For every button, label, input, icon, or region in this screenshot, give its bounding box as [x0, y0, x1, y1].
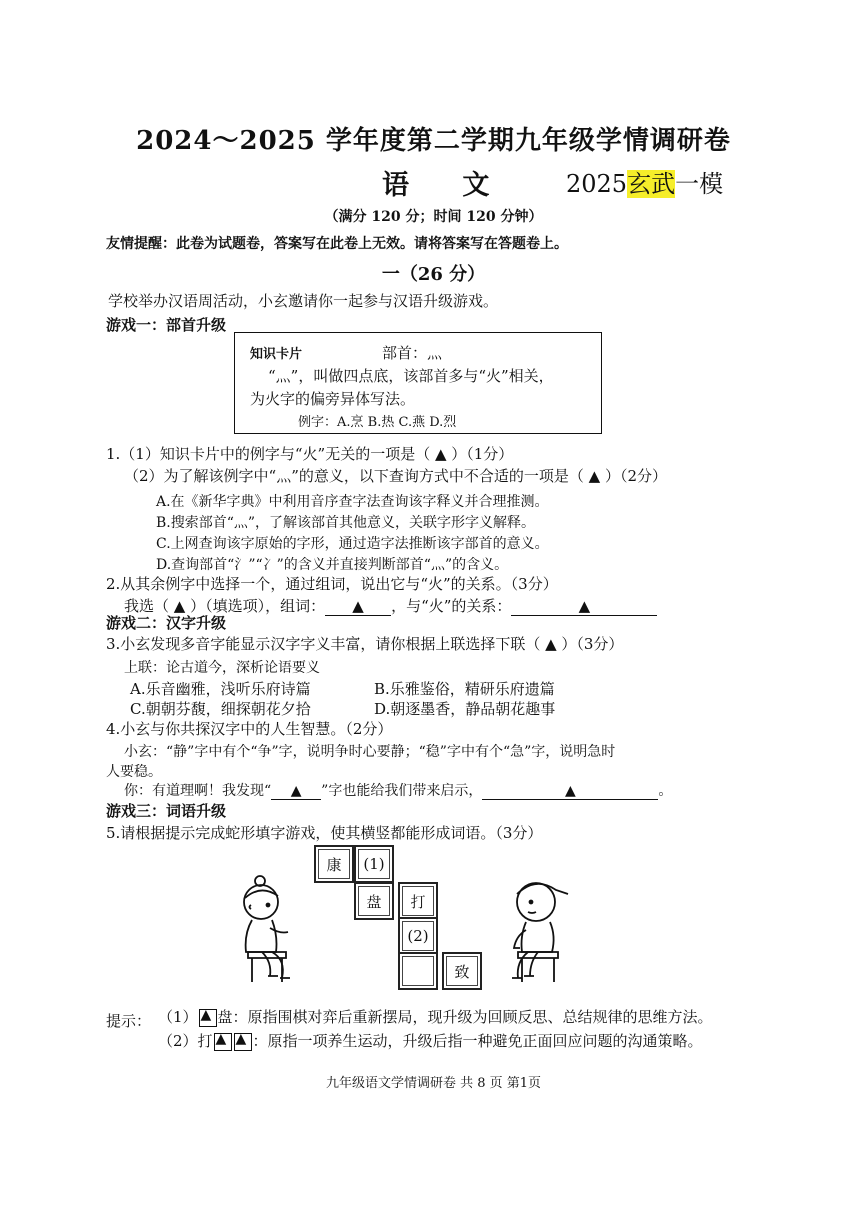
- page-footer: 九年级语文学情调研卷 共 8 页 第1页: [325, 1076, 542, 1091]
- q2-blank-word[interactable]: ▲: [325, 597, 391, 616]
- q3-couplet: 上联：论古道今，深析论语要义: [124, 660, 320, 676]
- hint-1: [158, 1006, 713, 1027]
- boy-figure-illustration: [502, 872, 576, 984]
- q1-part1: 1.（1）知识卡片中的例字与“火”无关的一项是（ ▲ ）（1分）: [106, 445, 514, 463]
- game1-heading: 游戏一：部首升级: [106, 316, 227, 334]
- q4-blank-char[interactable]: ▲: [271, 783, 321, 800]
- hint-label: 提示：: [106, 1012, 152, 1030]
- exam-tag: [566, 164, 723, 199]
- exam-title: 2024～2025 学年度第二学期九年级学情调研卷: [136, 126, 731, 156]
- q3-option-a: A.乐音幽雅，浅听乐府诗篇: [130, 680, 311, 698]
- card-line1: “灬”，叫做四点底，该部首多与“火”相关，: [268, 367, 554, 385]
- q1-option-a: A.在《新华字典》中利用音序查字法查询该字释义并合理推测。: [156, 494, 549, 510]
- q4-blank-insight[interactable]: ▲: [482, 783, 658, 800]
- grid-cell-blank-3[interactable]: [398, 952, 438, 990]
- intro: 学校举办汉语周活动，小玄邀请你一起参与汉语升级游戏。: [108, 292, 499, 310]
- girl-figure-illustration: [232, 872, 304, 984]
- hint2-text: ：原指一项养生运动，升级后指一种避免正面回应问题的沟通策略。: [252, 1032, 703, 1050]
- q4-reply: [124, 780, 672, 800]
- q4-dialog-line2: 人要稳。: [106, 764, 162, 780]
- card-radical: 部首：灬: [382, 344, 443, 362]
- grid-cell-blank-1[interactable]: (1): [354, 845, 394, 883]
- q4-dialog-line1: 小玄：“静”字中有个“争”字，说明争时心要静；“稳”字中有个“急”字，说明急时: [124, 744, 616, 760]
- game3-heading: 游戏三：词语升级: [106, 802, 227, 820]
- q5-stem: 5.请根据提示完成蛇形填字游戏，使其横竖都能形成词语。（3分）: [106, 824, 543, 842]
- q4-stem: 4.小玄与你共探汉字中的人生智慧。（2分）: [106, 720, 393, 738]
- q2-stem: 2.从其余例字中选择一个，通过组词，说出它与“火”的关系。（3分）: [106, 575, 558, 593]
- q3-option-b: B.乐雅鉴俗，精研乐府遗篇: [374, 680, 555, 698]
- q1-option-b: B.搜索部首“灬”，了解该部首其他意义，关联字形字义解释。: [156, 515, 536, 531]
- grid-cell-kang: 康: [314, 845, 354, 883]
- grid-cell-pan: 盘: [354, 882, 394, 920]
- notice: 友情提醒：此卷为试题卷，答案写在此卷上无效。请将答案写在答题卷上。: [106, 236, 568, 252]
- q3-option-c: C.朝朝芬馥，细探朝花夕拾: [130, 700, 311, 718]
- q1-option-c: C.上网查询该字原始的字形，通过造字法推断该字部首的意义。: [156, 536, 549, 552]
- game2-heading: 游戏二：汉字升级: [106, 614, 227, 632]
- q4-reply-a: 你：有道理啊！我发现“: [124, 783, 272, 799]
- subject-title: 语 文: [382, 170, 512, 201]
- tag-prefix: 2025: [566, 170, 628, 198]
- q4-reply-end: 。: [658, 783, 673, 799]
- card-examples: 例字：A.烹 B.热 C.燕 D.烈: [298, 415, 457, 430]
- grid-cell-blank-2[interactable]: (2): [398, 917, 438, 955]
- score-time: （满分 120 分；时间 120 分钟）: [324, 209, 543, 225]
- card-title: 知识卡片: [250, 347, 303, 362]
- hint2-prefix: （2）打: [158, 1032, 213, 1050]
- tag-highlight: 玄武: [627, 170, 676, 198]
- section-heading: 一（26 分）: [381, 264, 486, 285]
- q2-line-a: 我选（ ▲ ）（填选项），组词：: [124, 597, 326, 615]
- hint2-answer-box-icon-2[interactable]: [234, 1033, 252, 1051]
- q4-reply-b: ”字也能给我们带来启示，: [321, 783, 483, 799]
- hint1-text: 盘：原指围棋对弈后重新摆局，现升级为回顾反思、总结规律的思维方法。: [217, 1008, 713, 1026]
- q3-option-d: D.朝逐墨香，静品朝花趣事: [374, 700, 556, 718]
- card-line2: 为火字的偏旁异体写法。: [250, 390, 416, 408]
- tag-suffix: 一模: [675, 170, 724, 198]
- hint2-answer-box-icon-1[interactable]: [214, 1033, 232, 1051]
- hint1-answer-box-icon[interactable]: [199, 1009, 217, 1027]
- q2-line-b: ，与“火”的关系：: [391, 597, 512, 615]
- grid-cell-zhi: 致: [442, 952, 482, 990]
- q3-stem: 3.小玄发现多音字能显示汉字字义丰富，请你根据上联选择下联（ ▲ ）（3分）: [106, 635, 624, 653]
- q2-blank-relation[interactable]: ▲: [511, 597, 657, 616]
- grid-cell-da: 打: [398, 882, 438, 920]
- q1-part2: （2）为了解该例字中“灬”的意义，以下查询方式中不合适的一项是（ ▲ ）（2分）: [124, 467, 667, 485]
- hint-2: [158, 1030, 703, 1051]
- q1-option-d: D.查询部首“氵”“冫”的含义并直接判断部首“灬”的含义。: [156, 557, 509, 573]
- hint1-prefix: （1）: [158, 1008, 198, 1026]
